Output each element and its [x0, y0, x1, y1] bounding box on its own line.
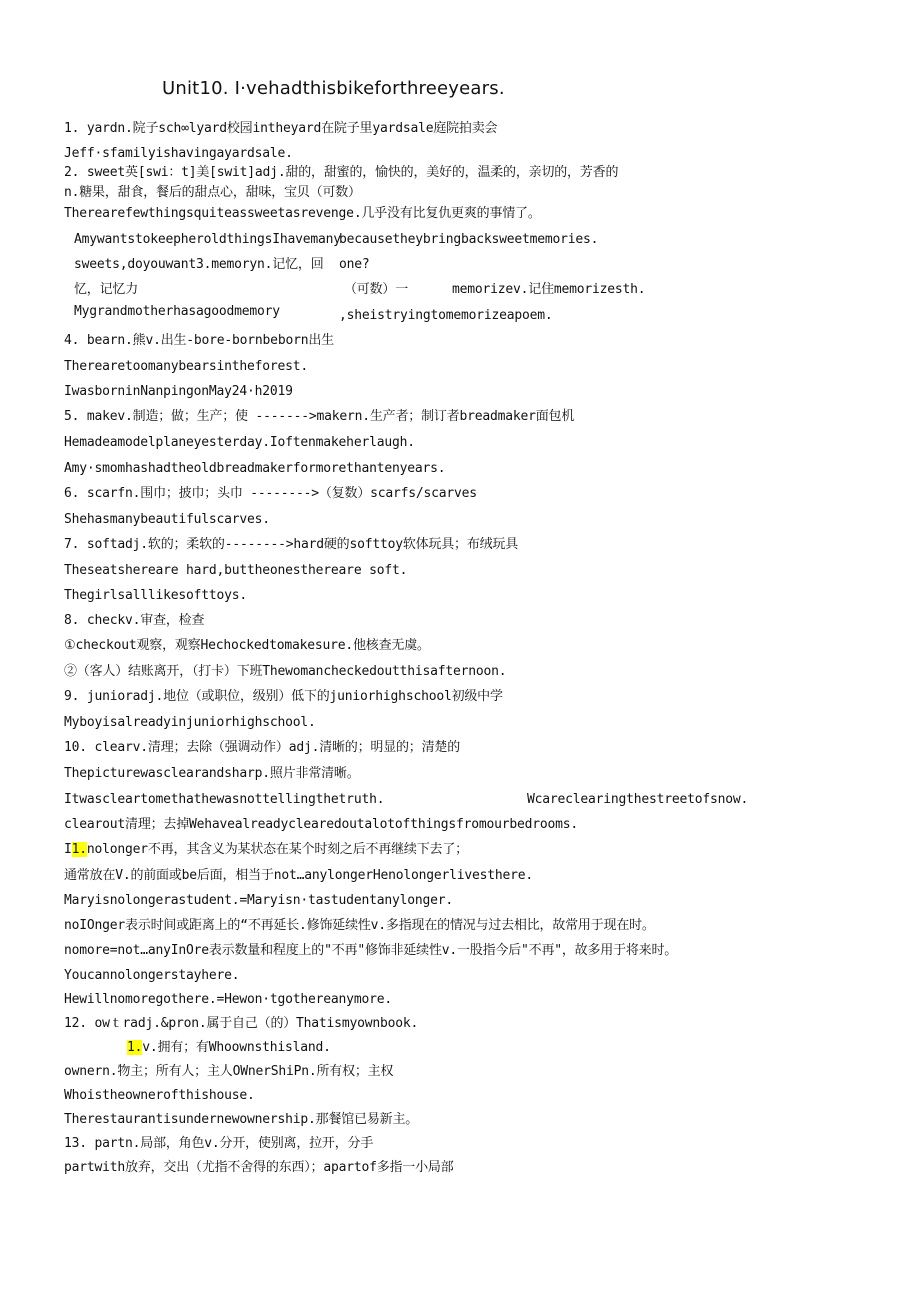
- entry-12-owner: ownern.物主；所有人；主人OWnerShiPn.所有权；主权: [64, 1064, 394, 1079]
- entry-9-junior: 9. junioradj.地位（或职位，级别）低下的juniorhighschool初级中学: [64, 689, 503, 704]
- example-sentence: Maryisnolongerastudent.=Maryisn·tastudentanylonger.: [64, 893, 453, 908]
- entry-8-check: 8. checkv.审查，检查: [64, 613, 205, 628]
- example-sentence: Mygrandmotherhasagoodmemory: [74, 304, 280, 319]
- entry-12-own: 12. owｔradj.&pron.属于自己（的）Thatismyownbook.: [64, 1016, 419, 1031]
- entry-3-memorize: memorizev.记住memorizesth.: [452, 282, 646, 297]
- example-sentence: Amy·smomhashadtheoldbreadmakerformorethantenyears.: [64, 461, 446, 476]
- example-sentence: Thepicturewasclearandsharp.照片非常清晰。: [64, 766, 360, 781]
- example-sentence: Hewillnomoregothere.=Hewon·tgothereanymore.: [64, 992, 392, 1007]
- example-sentence: Therearefewthingsquiteassweetasrevenge.几乎没有比复仇更爽的事情了。: [64, 206, 541, 221]
- entry-8-checkout-2: ②（客人）结账离开，（打卡）下班Thewomancheckedoutthisafternoon.: [64, 664, 507, 679]
- entry-11-note-nolonger: noIOnger表示时间或距离上的“不再延长.修饰延续性v.多指现在的情况与过去相比，故常用于现在时。: [64, 918, 655, 933]
- entry-4-bear: 4. bearn.熊v.出生-bore-bornbeborn出生: [64, 333, 334, 348]
- example-sentence: Jeff·sfamilyishavingayardsale.: [64, 146, 293, 161]
- entry-6-scarf: 6. scarfn.围巾；披巾；头巾 -------->（复数）scarfs/scarves: [64, 486, 477, 501]
- example-sentence: Myboyisalreadyinjuniorhighschool.: [64, 715, 316, 730]
- highlighted-number: 1.: [127, 1040, 143, 1055]
- entry-2-sweet-noun: n.糖果，甜食，餐后的甜点心，甜味，宝贝（可数）: [64, 185, 361, 200]
- entry-10-clearout: clearout清理；去掉Wehavealreadyclearedoutalotofthingsfromourbedrooms.: [64, 817, 578, 832]
- entry-3-memory-def: 忆，记忆力: [74, 282, 139, 297]
- example-sentence: one?: [339, 257, 370, 272]
- entry-2-sweet: 2. sweet英[swi：t]美[swit]adj.甜的，甜蜜的，愉快的，美好的，温柔的，亲切的，芳香的: [64, 165, 619, 180]
- entry-3-memory-def: （可数）一: [344, 282, 409, 297]
- entry-11-usage: 通常放在V.的前面或be后面，相当于not…anylongerHenolongerlivesthere.: [64, 868, 534, 883]
- entry-13-part: 13. partn.局部，角色v.分开，使别离，拉开，分手: [64, 1136, 374, 1151]
- page-title: Unit10. I·vehadthisbikeforthreeyears.: [162, 78, 505, 99]
- entry-8-checkout-1: ①checkout观察，观察Hechockedtomakesure.他核查无虞。: [64, 638, 430, 653]
- example-sentence: Shehasmanybeautifulscarves.: [64, 512, 270, 527]
- example-sentence: Thegirlsalllikesofttoys.: [64, 588, 248, 603]
- example-sentence: Wcareclearingthestreetofsnow.: [527, 792, 749, 807]
- example-sentence: ,sheistryingtomemorizeapoem.: [339, 308, 553, 323]
- entry-5-make: 5. makev.制造；做；生产；使 ------->makern.生产者；制订者breadmaker面包机: [64, 409, 575, 424]
- entry-11-note-nomore: nomore=not…anyInOre表示数量和程度上的"不再"修饰非延续性v.一股指今后"不再"，故多用于将来时。: [64, 943, 678, 958]
- entry-11-nolonger: I1.nolonger不再，其含义为某状态在某个时刻之后不再继续下去了；: [64, 842, 468, 857]
- example-sentence: Theseatshereare hard,buttheonesthereare soft.: [64, 563, 408, 578]
- entry-12-own-verb: 1.v.拥有；有Whoownsthisland.: [127, 1040, 331, 1055]
- example-sentence: Therestaurantisundernewownership.那餐馆已易新主。: [64, 1112, 419, 1127]
- entry-3-memory: sweets,doyouwant3.memoryn.记忆，回: [74, 257, 324, 272]
- example-sentence: Itwascleartomethathewasnottellingthetruth.: [64, 792, 385, 807]
- entry-7-soft: 7. softadj.软的；柔软的-------->hard硬的softtoy软体玩具；布绒玩具: [64, 537, 519, 552]
- entry-13-partwith: partwith放弃，交出（尤指不舍得的东西）；apartof多指一小局部: [64, 1160, 454, 1175]
- example-sentence: Therearetoomanybearsintheforest.: [64, 359, 309, 374]
- highlighted-number: 1.: [71, 842, 87, 857]
- entry-1-yard: 1. yardn.院子sch∞lyard校园intheyard在院子里yardsale庭院拍卖会: [64, 121, 498, 136]
- example-sentence: Hemadeamodelplaneyesterday.Ioftenmakeherlaugh.: [64, 435, 415, 450]
- example-sentence: Youcannolongerstayhere.: [64, 968, 240, 983]
- example-sentence: AmywantstokeepheroldthingsIhavemany: [74, 232, 341, 247]
- example-sentence: IwasborninNanpingonMay24·h2019: [64, 384, 293, 399]
- entry-10-clear: 10. clearv.清理；去除（强调动作）adj.清晰的；明显的；清楚的: [64, 740, 461, 755]
- example-sentence: Whoistheownerofthishouse.: [64, 1088, 255, 1103]
- example-sentence: becausetheybringbacksweetmemories.: [339, 232, 599, 247]
